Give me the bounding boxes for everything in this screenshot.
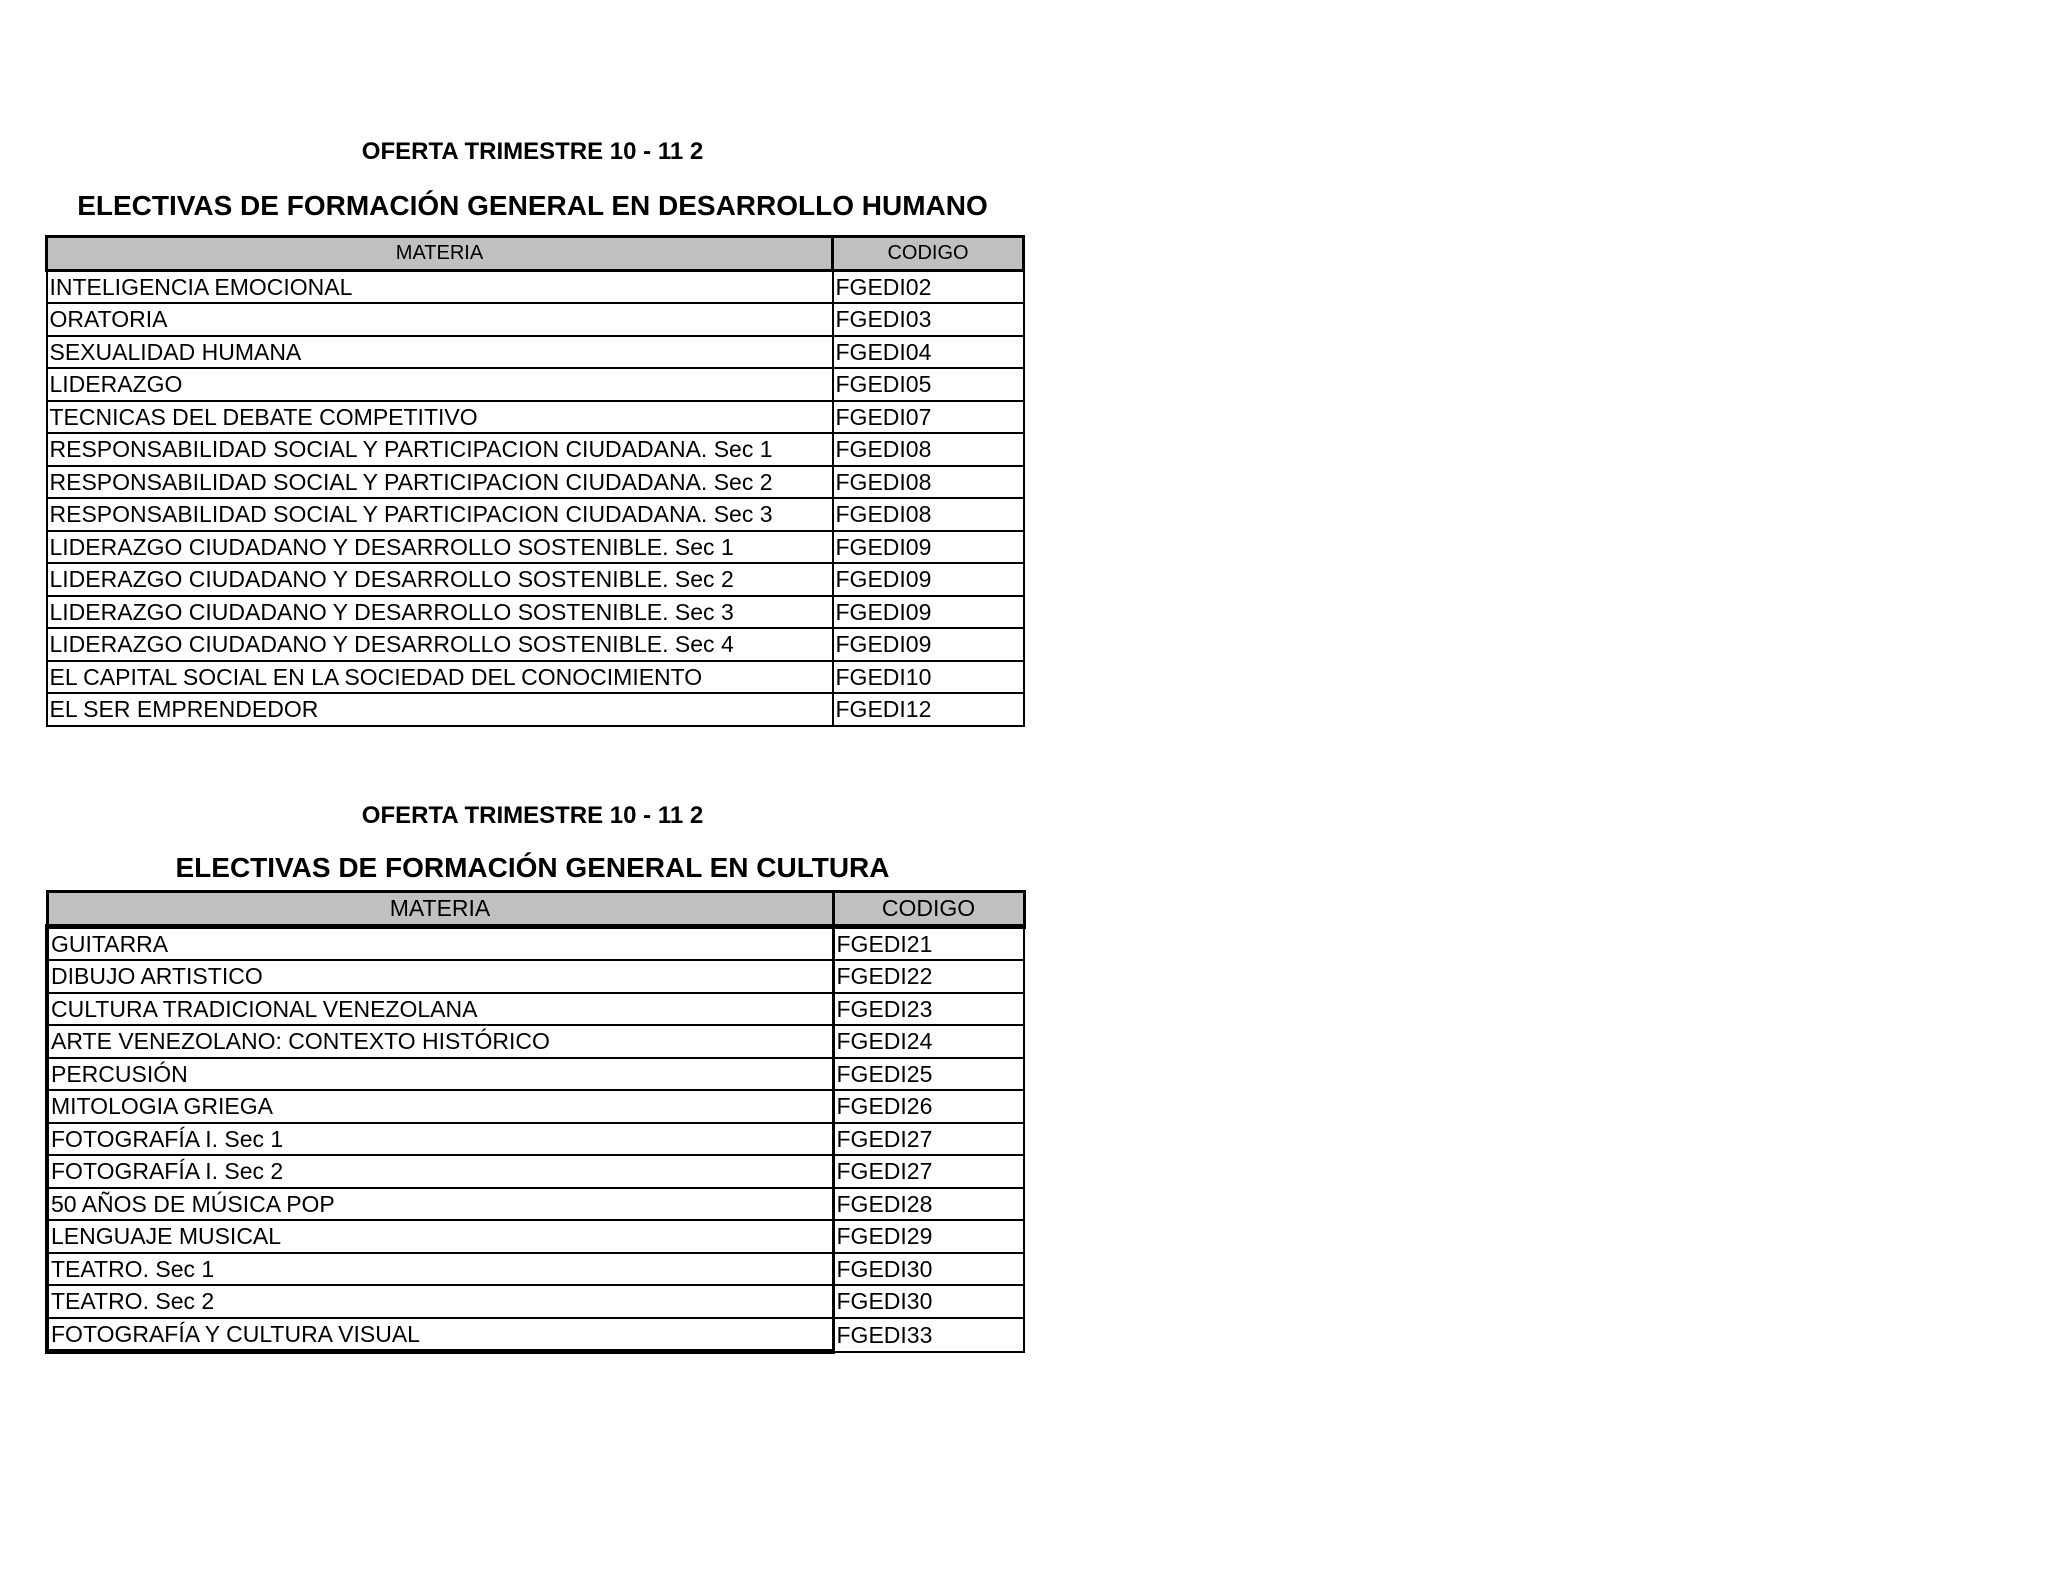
cell-materia: PERCUSIÓN: [47, 1058, 833, 1091]
table-row: [47, 466, 1024, 499]
cell-codigo: FGEDI25: [833, 1058, 1024, 1091]
cell-materia: EL SER EMPRENDEDOR: [47, 693, 833, 726]
column-header-materia: MATERIA: [47, 237, 833, 271]
cell-materia: FOTOGRAFÍA Y CULTURA VISUAL: [47, 1318, 833, 1352]
cell-codigo: FGEDI30: [833, 1253, 1024, 1286]
cell-materia: LIDERAZGO CIUDADANO Y DESARROLLO SOSTENIBLE. Sec 4: [47, 628, 833, 661]
table-row: [47, 368, 1024, 401]
cell-codigo: FGEDI27: [833, 1123, 1024, 1156]
cell-codigo: FGEDI21: [833, 926, 1024, 960]
table-row: [47, 1155, 1024, 1188]
cell-codigo: FGEDI09: [833, 531, 1024, 564]
cell-materia: RESPONSABILIDAD SOCIAL Y PARTICIPACION CIUDADANA. Sec 1: [47, 433, 833, 466]
cell-materia: RESPONSABILIDAD SOCIAL Y PARTICIPACION CIUDADANA. Sec 2: [47, 466, 833, 499]
cell-codigo: FGEDI12: [833, 693, 1024, 726]
section-heading-cultura: ELECTIVAS DE FORMACIÓN GENERAL EN CULTURA: [175, 852, 890, 883]
cell-codigo: FGEDI08: [833, 498, 1024, 531]
cell-codigo: FGEDI04: [833, 336, 1024, 369]
cell-codigo: FGEDI24: [833, 1025, 1024, 1058]
cell-materia: LIDERAZGO CIUDADANO Y DESARROLLO SOSTENIBLE. Sec 3: [47, 596, 833, 629]
table-row: [47, 960, 1024, 993]
table-row: [47, 1220, 1024, 1253]
offer-title-1: OFERTA TRIMESTRE 10 - 11 2: [361, 138, 704, 165]
table-row: [47, 270, 1024, 303]
cell-codigo: FGEDI09: [833, 563, 1024, 596]
table-row: [47, 1025, 1024, 1058]
cell-materia: EL CAPITAL SOCIAL EN LA SOCIEDAD DEL CONOCIMIENTO: [47, 661, 833, 694]
cell-materia: GUITARRA: [47, 926, 833, 960]
cell-materia: SEXUALIDAD HUMANA: [47, 336, 833, 369]
table-row: [47, 1123, 1024, 1156]
cell-materia: MITOLOGIA GRIEGA: [47, 1090, 833, 1123]
cell-codigo: FGEDI07: [833, 401, 1024, 434]
cell-materia: ARTE VENEZOLANO: CONTEXTO HISTÓRICO: [47, 1025, 833, 1058]
offer-title-2: OFERTA TRIMESTRE 10 - 11 2: [361, 802, 704, 829]
column-header-materia: MATERIA: [47, 892, 833, 927]
cell-codigo: FGEDI23: [833, 993, 1024, 1026]
cell-materia: 50 AÑOS DE MÚSICA POP: [47, 1188, 833, 1221]
table-row: [47, 1285, 1024, 1318]
table-row: [47, 628, 1024, 661]
cell-materia: TECNICAS DEL DEBATE COMPETITIVO: [47, 401, 833, 434]
table-row: [47, 401, 1024, 434]
cell-codigo: FGEDI09: [833, 628, 1024, 661]
cell-codigo: FGEDI05: [833, 368, 1024, 401]
table-row: [47, 596, 1024, 629]
cell-codigo: FGEDI29: [833, 1220, 1024, 1253]
cell-materia: INTELIGENCIA EMOCIONAL: [47, 270, 833, 303]
cell-materia: TEATRO. Sec 1: [47, 1253, 833, 1286]
section-heading-desarrollo-humano: ELECTIVAS DE FORMACIÓN GENERAL EN DESARROLLO HUMANO: [77, 190, 988, 221]
table-cultura: [45, 890, 1026, 1354]
cell-materia: DIBUJO ARTISTICO: [47, 960, 833, 993]
table-desarrollo-humano: [45, 235, 1025, 727]
cell-codigo: FGEDI33: [833, 1318, 1024, 1352]
column-header-codigo: CODIGO: [833, 892, 1024, 927]
table-row: [47, 661, 1024, 694]
cell-codigo: FGEDI28: [833, 1188, 1024, 1221]
table-row: [47, 498, 1024, 531]
cell-materia: TEATRO. Sec 2: [47, 1285, 833, 1318]
table-row: [47, 1253, 1024, 1286]
cell-materia: LIDERAZGO CIUDADANO Y DESARROLLO SOSTENIBLE. Sec 1: [47, 531, 833, 564]
cell-codigo: FGEDI08: [833, 433, 1024, 466]
table-row: [47, 531, 1024, 564]
cell-codigo: FGEDI03: [833, 303, 1024, 336]
cell-materia: FOTOGRAFÍA I. Sec 1: [47, 1123, 833, 1156]
table-row: [47, 693, 1024, 726]
cell-codigo: FGEDI09: [833, 596, 1024, 629]
cell-codigo: FGEDI08: [833, 466, 1024, 499]
cell-codigo: FGEDI30: [833, 1285, 1024, 1318]
table-header-row: [47, 892, 1024, 927]
cell-materia: LIDERAZGO CIUDADANO Y DESARROLLO SOSTENIBLE. Sec 2: [47, 563, 833, 596]
table-row: [47, 1058, 1024, 1091]
cell-codigo: FGEDI10: [833, 661, 1024, 694]
table-header-row: [47, 237, 1024, 271]
column-header-codigo: CODIGO: [833, 237, 1024, 271]
cell-materia: CULTURA TRADICIONAL VENEZOLANA: [47, 993, 833, 1026]
table-row: [47, 336, 1024, 369]
table-row: [47, 1318, 1024, 1352]
table-row: [47, 563, 1024, 596]
table-row: [47, 1188, 1024, 1221]
cell-codigo: FGEDI26: [833, 1090, 1024, 1123]
cell-codigo: FGEDI22: [833, 960, 1024, 993]
cell-materia: LIDERAZGO: [47, 368, 833, 401]
table-row: [47, 993, 1024, 1026]
table-row: [47, 1090, 1024, 1123]
table-row: [47, 433, 1024, 466]
table-row: [47, 926, 1024, 960]
cell-materia: FOTOGRAFÍA I. Sec 2: [47, 1155, 833, 1188]
cell-materia: RESPONSABILIDAD SOCIAL Y PARTICIPACION CIUDADANA. Sec 3: [47, 498, 833, 531]
cell-codigo: FGEDI02: [833, 270, 1024, 303]
cell-materia: ORATORIA: [47, 303, 833, 336]
cell-materia: LENGUAJE MUSICAL: [47, 1220, 833, 1253]
table-row: [47, 303, 1024, 336]
cell-codigo: FGEDI27: [833, 1155, 1024, 1188]
